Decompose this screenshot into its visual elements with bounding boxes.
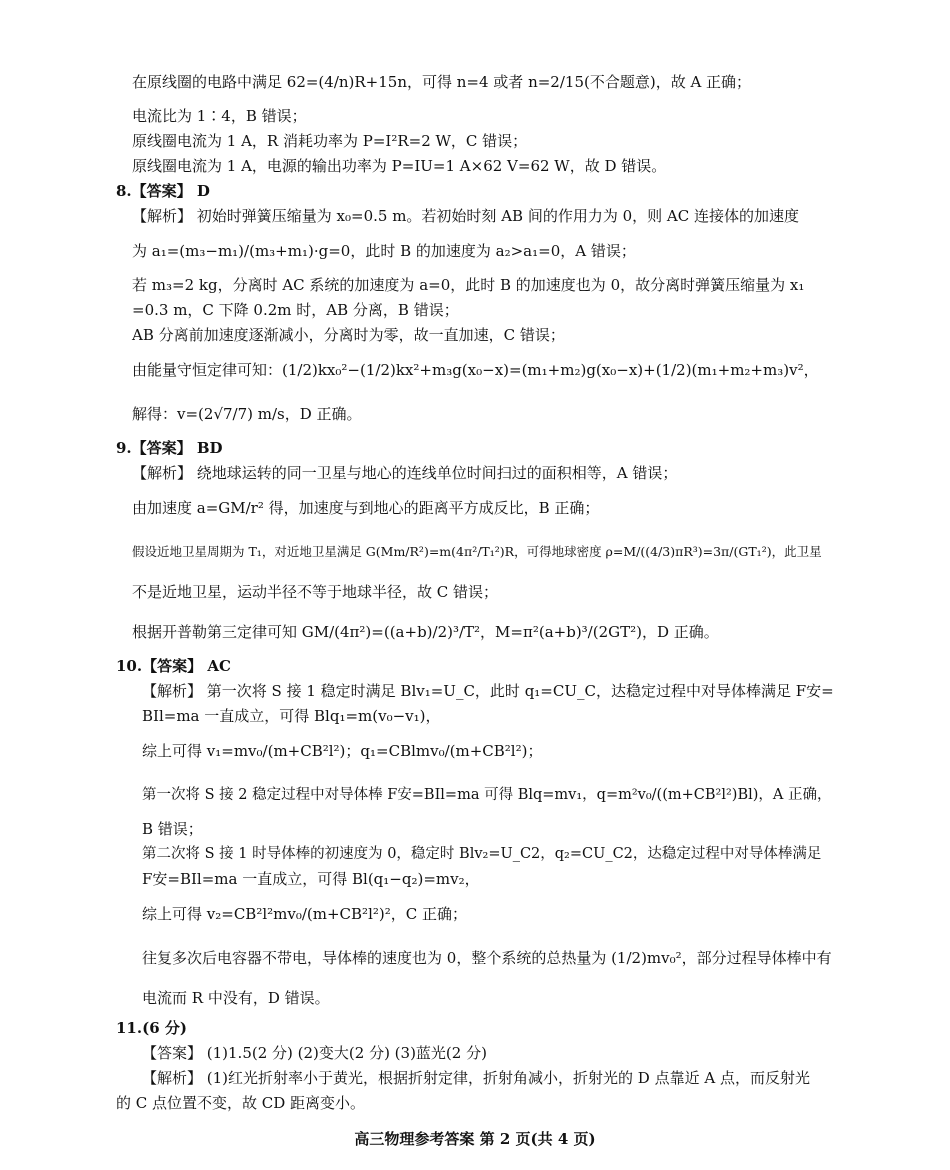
- analysis-line: 【解析】 (1)红光折射率小于黄光，根据折射定律，折射角减小，折射光的 D 点靠近 A 点，而反射光: [142, 1069, 810, 1087]
- text-line: F安=BIl=ma 一直成立，可得 Bl(q₁−q₂)=mv₂，: [142, 870, 480, 888]
- text-line: 在原线圈的电路中满足 62=(4/n)R+15n，可得 n=4 或者 n=2/15(不合题意)，故 A 正确；: [132, 73, 752, 91]
- answer-heading: 8.【答案】 D: [116, 182, 210, 200]
- answer-heading: 10.【答案】 AC: [116, 657, 231, 675]
- text-line: 电流而 R 中没有，D 错误。: [142, 989, 330, 1007]
- page-footer: 高三物理参考答案 第 2 页(共 4 页): [354, 1130, 596, 1148]
- text-line: =0.3 m，C 下降 0.2m 时，AB 分离，B 错误；: [132, 301, 459, 319]
- text-line: 由加速度 a=GM/r² 得，加速度与到地心的距离平方成反比，B 正确；: [132, 499, 600, 517]
- text-line: 根据开普勒第三定律可知 GM/(4π²)=((a+b)/2)³/T²，M=π²(a+b)³/(2GT²)，D 正确。: [132, 623, 719, 641]
- text-line: 若 m₃=2 kg，分离时 AC 系统的加速度为 a=0，此时 B 的加速度也为 0，故分离时弹簧压缩量为 x₁: [132, 276, 805, 294]
- question-heading: 11.(6 分): [116, 1019, 187, 1037]
- text-line: 为 a₁=(m₃−m₁)/(m₃+m₁)·g=0，此时 B 的加速度为 a₂>a₁=0，A 错误；: [132, 242, 636, 260]
- text-line: 解得：v=(2√7/7) m/s，D 正确。: [132, 405, 362, 423]
- text-line: 电流比为 1∶4，B 错误；: [132, 107, 307, 125]
- text-line: 第二次将 S 接 1 时导体棒的初速度为 0，稳定时 Blv₂=U_C2，q₂=CU_C2，达稳定过程中对导体棒满足: [142, 846, 822, 862]
- answer-heading: 9.【答案】 BD: [116, 439, 223, 457]
- page-content: [116, 60, 838, 1116]
- text-line: 综上可得 v₂=CB²l²mv₀/(m+CB²l²)²，C 正确；: [142, 905, 467, 923]
- answer-line: 【答案】 (1)1.5(2 分) (2)变大(2 分) (3)蓝光(2 分): [142, 1044, 487, 1062]
- analysis-line: 【解析】 初始时弹簧压缩量为 x₀=0.5 m。若初始时刻 AB 间的作用力为 0，则 AC 连接体的加速度: [132, 207, 799, 225]
- text-line: BIl=ma 一直成立，可得 Blq₁=m(v₀−v₁)，: [142, 707, 441, 725]
- text-line: 假设近地卫星周期为 T₁，对近地卫星满足 G(Mm/R²)=m(4π²/T₁²)R，可得地球密度 ρ=M/((4/3)πR³)=3π/(GT₁²)，此卫星: [132, 544, 822, 559]
- text-line: B 错误；: [142, 820, 203, 838]
- text-line: 原线圈电流为 1 A，R 消耗功率为 P=I²R=2 W，C 错误；: [132, 132, 528, 150]
- analysis-line: 【解析】 第一次将 S 接 1 稳定时满足 Blv₁=U_C，此时 q₁=CU_C，达稳定过程中对导体棒满足 F安=: [142, 682, 834, 700]
- text-line: 第一次将 S 接 2 稳定过程中对导体棒 F安=BIl=ma 可得 Blq=mv₁，q=m²v₀/((m+CB²l²)Bl)，A 正确，: [142, 787, 832, 803]
- text-line: AB 分离前加速度逐渐减小，分离时为零，故一直加速，C 错误；: [132, 326, 565, 344]
- text-line: 不是近地卫星，运动半径不等于地球半径，故 C 错误；: [132, 583, 499, 601]
- text-line: 综上可得 v₁=mv₀/(m+CB²l²)；q₁=CBlmv₀/(m+CB²l²)；: [142, 742, 543, 760]
- text-line: 的 C 点位置不变，故 CD 距离变小。: [116, 1094, 366, 1112]
- text-line: 由能量守恒定律可知：(1/2)kx₀²−(1/2)kx²+m₃g(x₀−x)=(m₁+m₂)g(x₀−x)+(1/2)(m₁+m₂+m₃)v²，: [132, 361, 819, 379]
- text-line: 往复多次后电容器不带电，导体棒的速度也为 0，整个系统的总热量为 (1/2)mv₀²，部分过程导体棒中有: [142, 949, 832, 967]
- text-line: 原线圈电流为 1 A，电源的输出功率为 P=IU=1 A×62 V=62 W，故 D 错误。: [132, 157, 667, 175]
- analysis-line: 【解析】 绕地球运转的同一卫星与地心的连线单位时间扫过的面积相等，A 错误；: [132, 464, 678, 482]
